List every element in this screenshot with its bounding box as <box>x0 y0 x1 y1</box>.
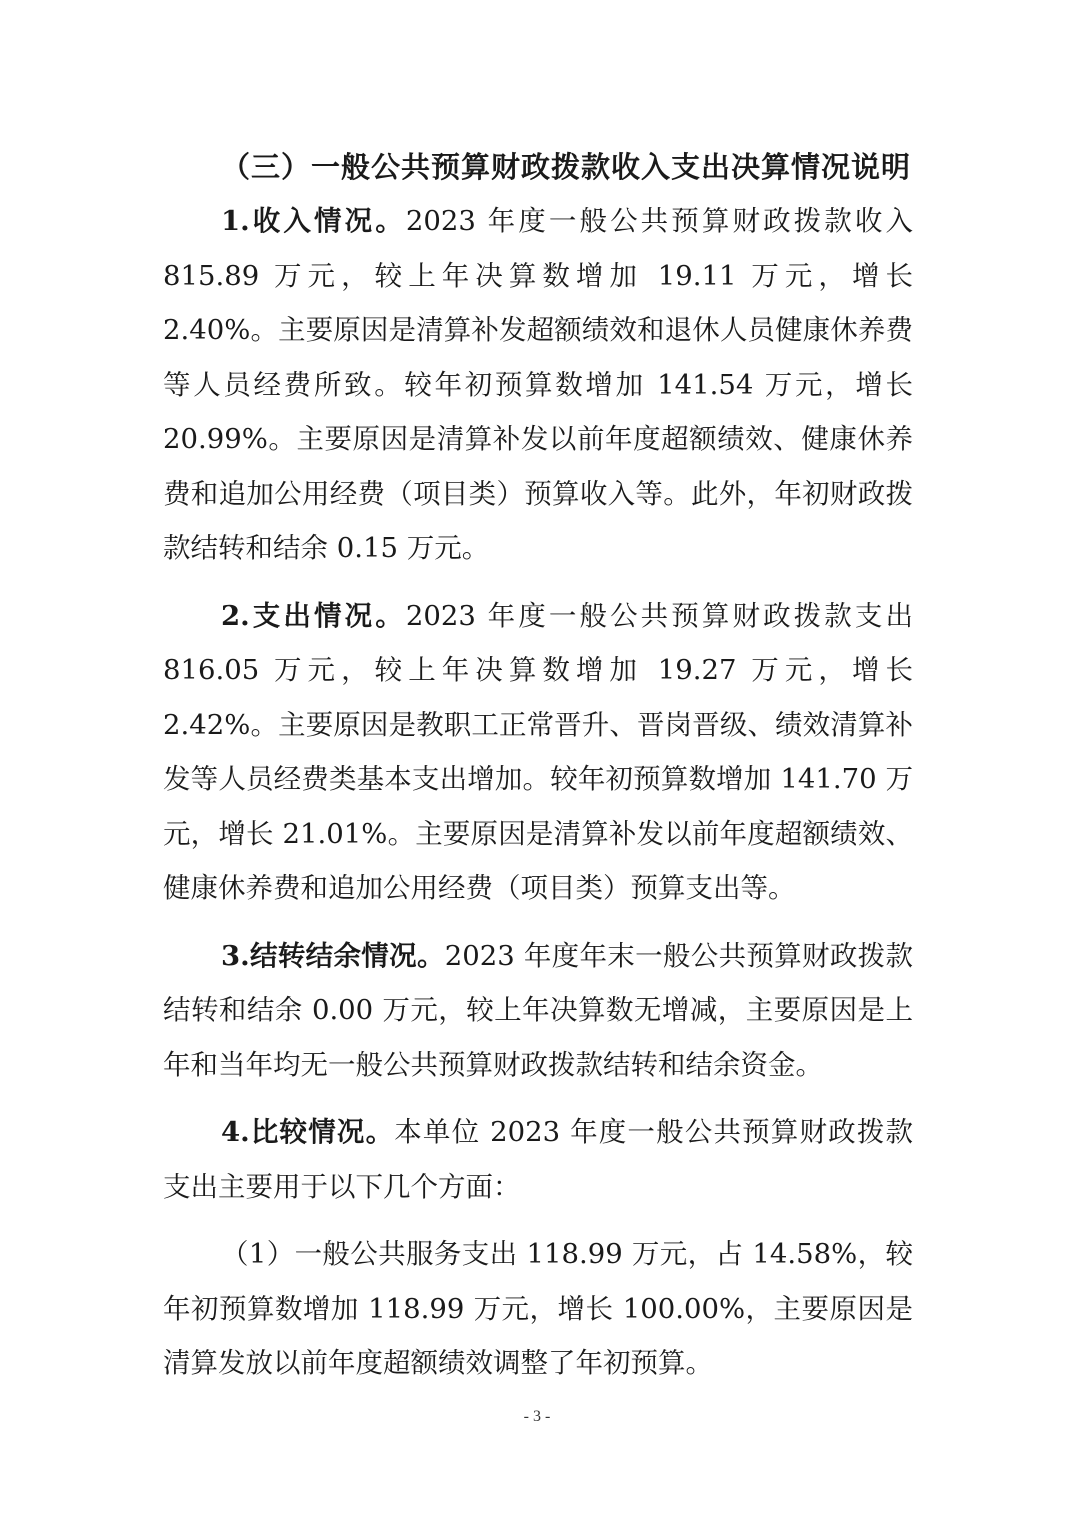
paragraph-lead: 3.结转结余情况。 <box>221 939 445 972</box>
paragraph-text: 2023 年度年末一般公共预算财政拨款结转和结余 0.00 万元，较上年决算数无增减，主要原因是上年和当年均无一般公共预算财政拨款结转和结余资金。 <box>163 939 913 1081</box>
paragraph-text: 本单位 2023 年度一般公共预算财政拨款支出主要用于以下几个方面： <box>163 1116 913 1203</box>
paragraph-lead: 1.收入情况。 <box>221 205 406 237</box>
paragraph-carryover <box>163 929 913 1093</box>
paragraph-comparison <box>163 1105 913 1214</box>
paragraph-text: 2023 年度一般公共预算财政拨款支出 816.05 万元，较上年决算数增加 19.27 万元，增长 2.42%。主要原因是教职工正常晋升、晋岗晋级、绩效清算补发等人员经费类基本支出增加。较年初预算数增加 141.70 万元，增长 21.01%。主要原因是清算补发以前年度超额绩效、健康休养费和追加公用经费（项目类）预算支出等。 <box>163 599 913 904</box>
paragraph-lead: 4.比较情况。 <box>221 1116 395 1148</box>
page-number: - 3 - <box>523 1408 551 1425</box>
document-body <box>163 140 913 1391</box>
paragraph-income <box>163 194 913 576</box>
paragraph-expenditure <box>163 589 913 916</box>
paragraph-text: 2023 年度一般公共预算财政拨款收入 815.89 万元，较上年决算数增加 19.11 万元，增长 2.40%。主要原因是清算补发超额绩效和退休人员健康休养费等人员经费所致。较年初预算数增加 141.54 万元，增长 20.99%。主要原因是清算补发以前年度超额绩效、健康休养费和追加公用经费（项目类）预算收入等。此外，年初财政拨款结转和结余 0.15 万元。 <box>163 205 913 564</box>
paragraph-lead: 2.支出情况。 <box>221 599 406 632</box>
paragraph-item-1 <box>163 1227 913 1391</box>
section-heading: （三）一般公共预算财政拨款收入支出决算情况说明 <box>221 150 912 184</box>
paragraph-text: （1）一般公共服务支出 118.99 万元，占 14.58%，较年初预算数增加 118.99 万元，增长 100.00%，主要原因是清算发放以前年度超额绩效调整了年初预算。 <box>163 1238 913 1379</box>
